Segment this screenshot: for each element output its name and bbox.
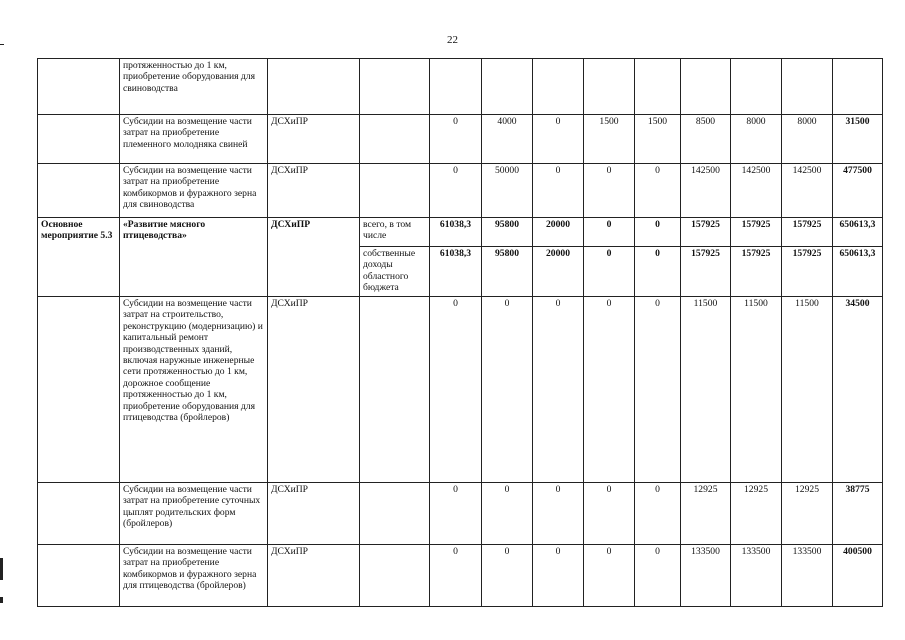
total-cell: 31500 [833,115,883,164]
value-cell [782,59,833,115]
scan-mark [0,597,3,603]
value-cell: 95800 [482,218,533,247]
value-cell: 0 [584,483,635,545]
value-cell [731,59,782,115]
total-cell: 477500 [833,164,883,218]
measure-name-cell: протяженностью до 1 км, приобретение оборудования для свиноводства [120,59,268,115]
value-cell: 0 [584,247,635,297]
value-cell: 157925 [681,247,731,297]
value-cell: 0 [482,483,533,545]
value-cell: 11500 [731,297,782,483]
value-cell: 0 [635,297,681,483]
source-cell: всего, в том числе [360,218,430,247]
total-cell [833,59,883,115]
value-cell: 0 [430,164,482,218]
value-cell: 142500 [782,164,833,218]
label-cell [38,115,120,164]
value-cell: 0 [635,247,681,297]
value-cell: 142500 [731,164,782,218]
value-cell: 0 [635,545,681,607]
value-cell: 12925 [731,483,782,545]
label-cell [38,59,120,115]
executor-cell: ДСХиПР [268,483,360,545]
table-row [38,164,883,218]
value-cell: 8500 [681,115,731,164]
value-cell: 8000 [731,115,782,164]
executor-cell: ДСХиПР [268,115,360,164]
program-funding-table [37,58,883,607]
value-cell: 0 [584,297,635,483]
executor-cell [268,59,360,115]
table-row [38,218,883,247]
label-cell [38,297,120,483]
measure-name-cell: Субсидии на возмещение части затрат на приобретение суточных цыплят родительских форм (бройлеров) [120,483,268,545]
source-cell [360,545,430,607]
total-cell: 38775 [833,483,883,545]
value-cell: 0 [635,164,681,218]
value-cell: 0 [584,164,635,218]
table-row [38,297,883,483]
source-cell: собственные доходы областного бюджета [360,247,430,297]
value-cell: 0 [430,297,482,483]
measure-name-cell: Субсидии на возмещение части затрат на приобретение комбикормов и фуражного зерна для свиноводства [120,164,268,218]
value-cell: 0 [584,545,635,607]
source-cell [360,297,430,483]
label-cell [38,545,120,607]
source-cell [360,115,430,164]
value-cell: 12925 [681,483,731,545]
value-cell: 0 [482,545,533,607]
table-row [38,115,883,164]
executor-cell: ДСХиПР [268,218,360,297]
value-cell: 0 [430,115,482,164]
value-cell: 0 [533,164,584,218]
value-cell: 133500 [782,545,833,607]
executor-cell: ДСХиПР [268,164,360,218]
value-cell: 142500 [681,164,731,218]
source-cell [360,59,430,115]
value-cell: 157925 [731,218,782,247]
value-cell: 0 [533,297,584,483]
value-cell: 11500 [782,297,833,483]
value-cell: 0 [635,483,681,545]
value-cell: 11500 [681,297,731,483]
scan-mark [0,558,3,580]
label-cell [38,164,120,218]
value-cell: 0 [430,483,482,545]
total-cell: 400500 [833,545,883,607]
executor-cell: ДСХиПР [268,297,360,483]
value-cell: 133500 [681,545,731,607]
value-cell: 4000 [482,115,533,164]
value-cell [482,59,533,115]
value-cell: 157925 [731,247,782,297]
value-cell: 0 [635,218,681,247]
total-cell: 650613,3 [833,218,883,247]
source-cell [360,164,430,218]
value-cell: 8000 [782,115,833,164]
measure-name-cell: Субсидии на возмещение части затрат на приобретение комбикормов и фуражного зерна для птицеводства (бройлеров) [120,545,268,607]
value-cell: 61038,3 [430,218,482,247]
value-cell: 20000 [533,247,584,297]
value-cell: 0 [584,218,635,247]
value-cell: 0 [533,545,584,607]
measure-name-cell: Субсидии на возмещение части затрат на приобретение племенного молодняка свиней [120,115,268,164]
value-cell: 157925 [782,247,833,297]
value-cell: 0 [533,115,584,164]
value-cell: 0 [430,545,482,607]
table-row [38,545,883,607]
value-cell: 0 [482,297,533,483]
value-cell: 0 [533,483,584,545]
value-cell: 1500 [584,115,635,164]
value-cell [635,59,681,115]
value-cell: 20000 [533,218,584,247]
executor-cell: ДСХиПР [268,545,360,607]
value-cell: 50000 [482,164,533,218]
table-row [38,59,883,115]
value-cell: 1500 [635,115,681,164]
total-cell: 34500 [833,297,883,483]
page-number: 22 [447,34,458,46]
value-cell: 157925 [681,218,731,247]
value-cell [430,59,482,115]
value-cell: 133500 [731,545,782,607]
value-cell [584,59,635,115]
measure-name-cell: Субсидии на возмещение части затрат на строительство, реконструкцию (модернизацию) и капитальный ремонт производственных зданий, включая наружные инженерные сети протяженностью до 1 км, дорожное сообщение протяженностью до 1 км, приобретение оборудования для птицеводства (бройлеров) [120,297,268,483]
value-cell [681,59,731,115]
value-cell: 95800 [482,247,533,297]
total-cell: 650613,3 [833,247,883,297]
label-cell [38,483,120,545]
main-measure-label: Основное мероприятие 5.3 [38,218,120,297]
value-cell: 157925 [782,218,833,247]
value-cell: 12925 [782,483,833,545]
value-cell: 61038,3 [430,247,482,297]
measure-name-cell: «Развитие мясного птицеводства» [120,218,268,297]
value-cell [533,59,584,115]
source-cell [360,483,430,545]
scan-mark [0,44,4,45]
table-row [38,483,883,545]
